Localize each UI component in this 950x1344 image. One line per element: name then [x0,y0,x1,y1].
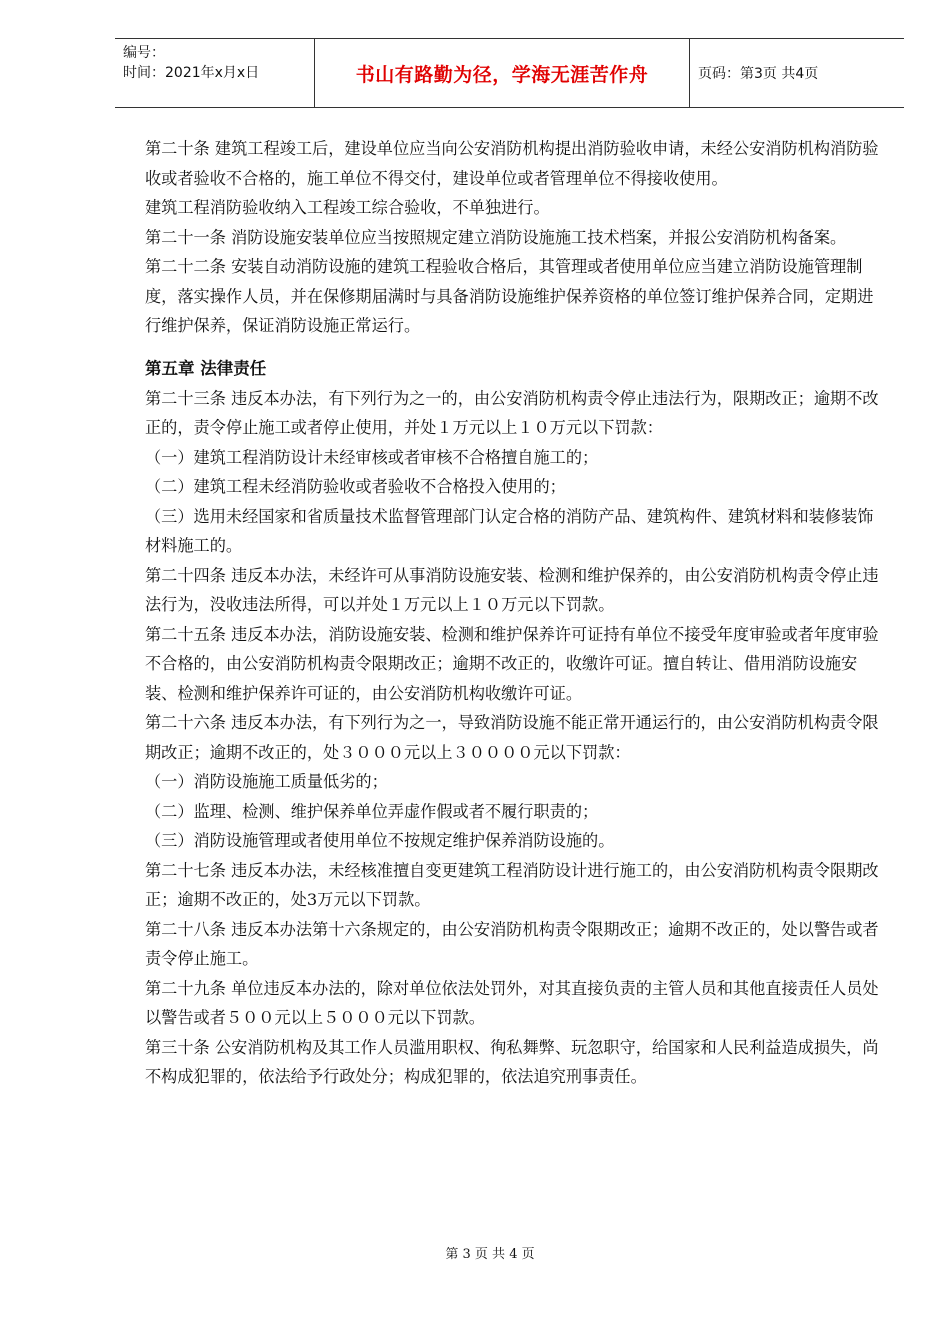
paragraph: 建筑工程消防验收纳入工程竣工综合验收，不单独进行。 [145,198,550,217]
document-body [145,134,885,1092]
paragraph: 第二十七条 违反本办法，未经核准擅自变更建筑工程消防设计进行施工的，由公安消防机构责令限期改正；逾期不改正的，处3万元以下罚款。 [145,860,879,909]
header-info [115,39,315,107]
paragraph: （二）监理、检测、维护保养单位弄虚作假或者不履行职责的； [145,801,599,821]
paragraph: （三）选用未经国家和省质量技术监督管理部门认定合格的消防产品、建筑构件、建筑材料和装修装饰材料施工的。 [145,506,874,555]
paragraph: （二）建筑工程未经消防验收或者验收不合格投入使用的； [145,477,566,496]
paragraph: （一）建筑工程消防设计未经审核或者审核不合格擅自施工的； [145,447,599,467]
paragraph: 第二十六条 违反本办法，有下列行为之一，导致消防设施不能正常开通运行的，由公安消防机构责令限期改正；逾期不改正的，处３０００元以上３００００元以下罚款： [145,713,879,762]
paragraph: 第二十二条 安装自动消防设施的建筑工程验收合格后，其管理或者使用单位应当建立消防设施管理制度，落实操作人员，并在保修期届满时与具备消防设施维护保养资格的单位签订维护保养合同，定期进行维护保养，保证消防设施正常运行。 [145,257,874,335]
page-footer: 第 3 页 共 4 页 [445,1247,535,1262]
paragraph: 第三十条 公安消防机构及其工作人员滥用职权、徇私舞弊、玩忽职守，给国家和人民利益造成损失，尚不构成犯罪的，依法给予行政处分；构成犯罪的，依法追究刑事责任。 [145,1037,879,1086]
chapter-heading: 第五章 法律责任 [145,358,267,378]
document-date-label: 时间：2021年x月x日 [123,65,260,81]
header-page-number: 页码：第3页 共4页 [698,66,819,82]
paragraph: 第二十五条 违反本办法，消防设施安装、检测和维护保养许可证持有单位不接受年度审验或者年度审验不合格的，由公安消防机构责令限期改正；逾期不改正的，收缴许可证。擅自转让、借用消防设施安装、检测和维护保养许可证的，由公安消防机构收缴许可证。 [145,624,879,703]
articles-section-before [145,134,885,341]
paragraph: 第二十一条 消防设施安装单位应当按照规定建立消防设施施工技术档案，并报公安消防机构备案。 [145,227,847,247]
paragraph: 第二十九条 单位违反本办法的，除对单位依法处罚外，对其直接负责的主管人员和其他直接责任人员处以警告或者５００元以上５０００元以下罚款。 [145,978,879,1027]
page-header [115,38,904,108]
paragraph: （一）消防设施施工质量低劣的； [145,772,388,791]
articles-section-after [145,384,885,1092]
paragraph: 第二十八条 违反本办法第十六条规定的，由公安消防机构责令限期改正；逾期不改正的，处以警告或者责令停止施工。 [145,919,879,968]
document-number-label: 编号： [123,45,165,61]
paragraph: 第二十四条 违反本办法，未经许可从事消防设施安装、检测和维护保养的，由公安消防机构责令停止违法行为，没收违法所得，可以并处１万元以上１０万元以下罚款。 [145,565,879,614]
paragraph: （三）消防设施管理或者使用单位不按规定维护保养消防设施的。 [145,831,615,850]
header-motto: 书山有路勤为径，学海无涯苦作舟 [315,39,690,107]
paragraph: 第二十条 建筑工程竣工后，建设单位应当向公安消防机构提出消防验收申请，未经公安消防机构消防验收或者验收不合格的，施工单位不得交付，建设单位或者管理单位不得接收使用。 [145,139,879,188]
paragraph: 第二十三条 违反本办法，有下列行为之一的，由公安消防机构责令停止违法行为，限期改正；逾期不改正的，责令停止施工或者停止使用，并处１万元以上１０万元以下罚款： [145,388,879,437]
